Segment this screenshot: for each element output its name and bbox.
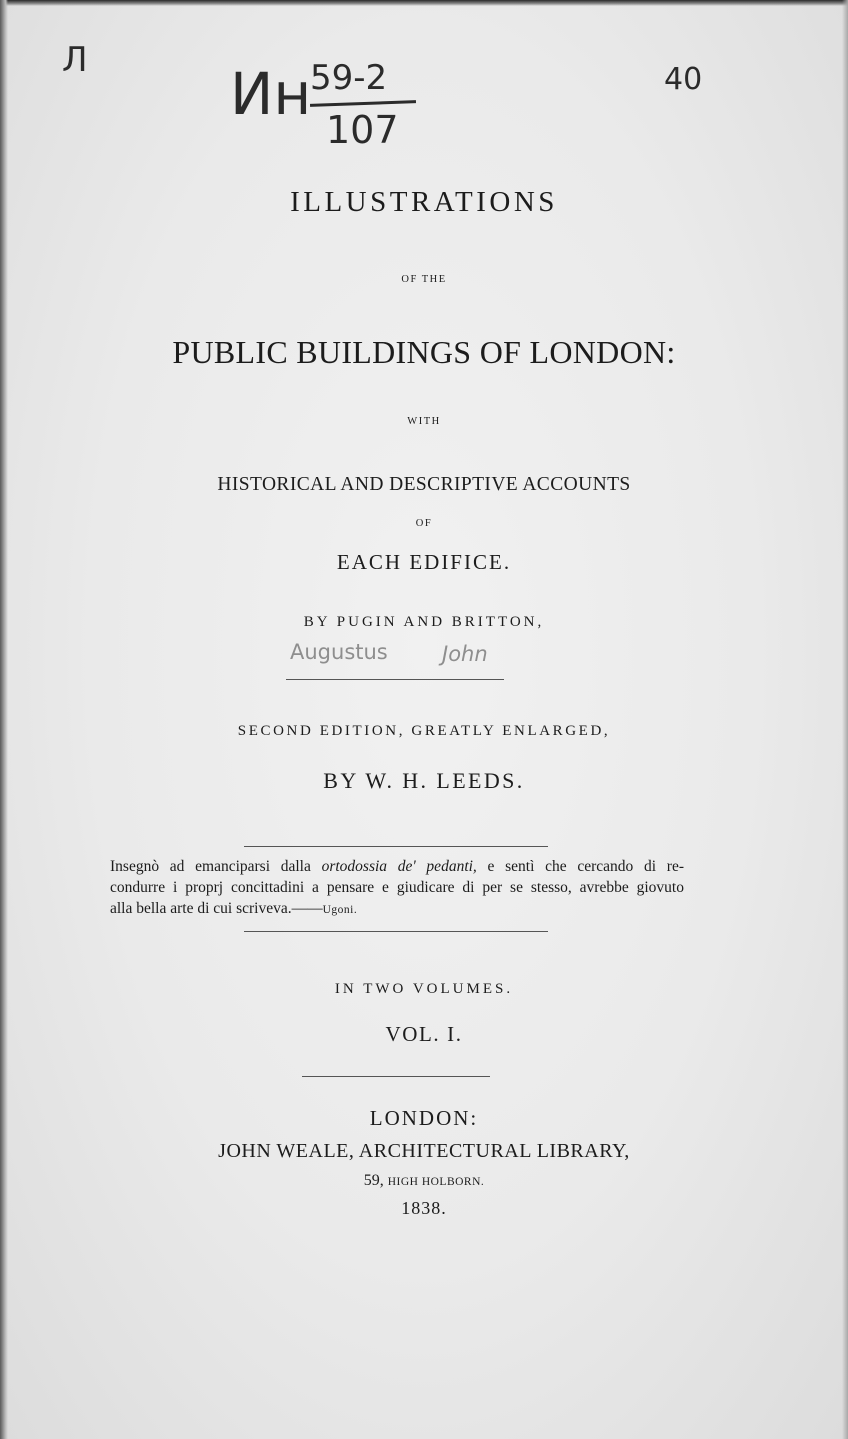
author-line: BY PUGIN AND BRITTON, [303, 614, 545, 630]
page-edge-top [0, 0, 848, 6]
epigraph-attribution: Ugoni. [322, 904, 358, 916]
imprint-city: LONDON: [369, 1106, 479, 1130]
title-of-the: OF THE [401, 274, 447, 285]
handwritten-corner-mark-left: Л [62, 40, 88, 80]
title-illustrations: ILLUSTRATIONS [290, 186, 558, 218]
pencil-note-second-name: John [442, 642, 488, 666]
shelf-mark-prefix: Ин [230, 60, 312, 128]
imprint-address: 59, HIGH HOLBORN. [363, 1172, 485, 1189]
title-accounts: HISTORICAL AND DESCRIPTIVE ACCOUNTS [217, 474, 631, 495]
divider-rule [244, 846, 548, 847]
volumes-count: IN TWO VOLUMES. [334, 981, 514, 997]
edition-line: SECOND EDITION, GREATLY ENLARGED, [237, 723, 611, 739]
divider-rule [286, 679, 504, 680]
handwritten-corner-mark-right: 40 [664, 62, 703, 97]
divider-rule [244, 931, 548, 932]
imprint-publisher: JOHN WEALE, ARCHITECTURAL LIBRARY, [218, 1140, 630, 1162]
epigraph-line: condurre i proprj concittadini a pensare e giudicare di per se stesso, avrebbe giovuto [110, 879, 684, 896]
epigraph-line: alla bella arte di cui scriveva.——Ugoni. [110, 900, 358, 917]
volume-number: VOL. I. [385, 1022, 463, 1046]
handwritten-shelf-mark [228, 58, 428, 168]
pencil-note-given-name: Augustus [290, 640, 388, 664]
title-each-edifice: EACH EDIFICE. [336, 550, 512, 574]
shelf-mark-bottom: 107 [326, 108, 399, 152]
shelf-mark-top: 59-2 [310, 58, 388, 98]
title-with: WITH [407, 416, 441, 427]
editor-line: BY W. H. LEEDS. [323, 768, 525, 793]
divider-rule [302, 1076, 490, 1077]
page-title: PUBLIC BUILDINGS OF LONDON: [172, 334, 676, 370]
epigraph [110, 856, 684, 921]
title-of: OF [415, 518, 433, 529]
imprint-year: 1838. [401, 1198, 447, 1218]
shelf-mark-rule [310, 100, 416, 107]
epigraph-line: Insegnò ad emanciparsi dalla ortodossia de' pedanti, e sentì che cercando di re- [110, 858, 684, 875]
